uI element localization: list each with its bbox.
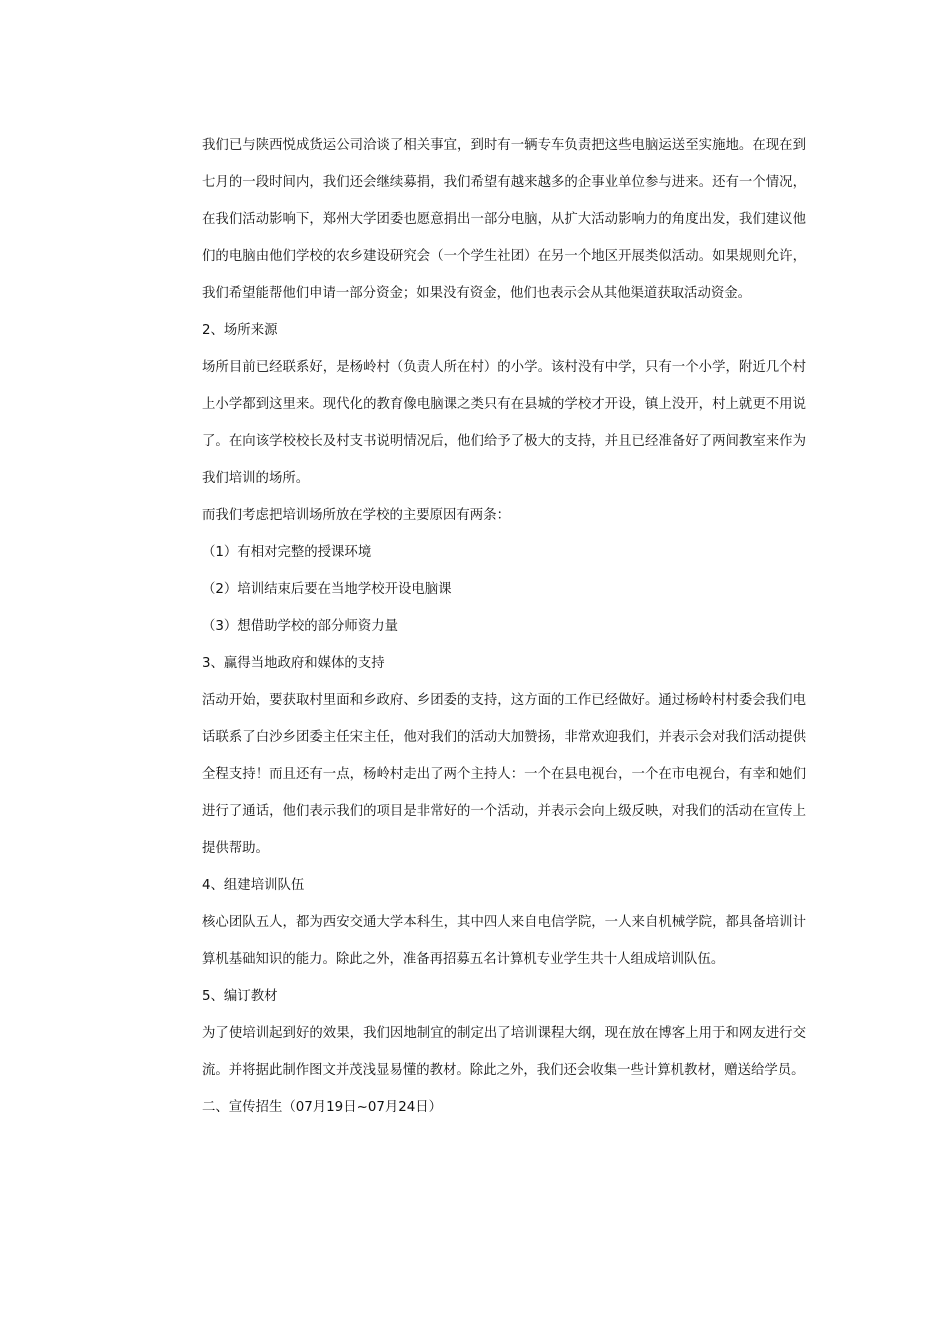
heading-government-media-support: 3、赢得当地政府和媒体的支持 (202, 656, 385, 671)
heading-publicity-enrollment: 二、宣传招生（07月19日~07月24日） (202, 1100, 443, 1115)
heading-training-team: 4、组建培训队伍 (202, 878, 305, 893)
list-item-reason-3: （3）想借助学校的部分师资力量 (202, 619, 398, 634)
paragraph-venue-reasons-intro: 而我们考虑把培训场所放在学校的主要原因有两条： (202, 508, 510, 523)
paragraph-transport-and-fundraising: 我们已与陕西悦成货运公司洽谈了相关事宜，到时有一辆专车负责把这些电脑运送至实施地。在现在到七月的一段时间内，我们还会继续募捐，我们希望有越来越多的企事业单位参与进来。还有一个情况，在我们活动影响下，郑州大学团委也愿意捐出一部分电脑，从扩大活动影响力的角度出发，我们建议他们的电脑由他们学校的农乡建设研究会（一个学生社团）在另一个地区开展类似活动。如果规则允许，我们希望能帮他们申请一部分资金；如果没有资金，他们也表示会从其他渠道获取活动资金。 (202, 138, 806, 301)
list-item-reason-2: （2）培训结束后要在当地学校开设电脑课 (202, 582, 452, 597)
heading-venue-source: 2、场所来源 (202, 323, 278, 338)
paragraph-training-team: 核心团队五人，都为西安交通大学本科生，其中四人来自电信学院，一人来自机械学院，都具备培训计算机基础知识的能力。除此之外，准备再招募五名计算机专业学生共十人组成培训队伍。 (202, 915, 806, 967)
paragraph-venue-details: 场所目前已经联系好，是杨岭村（负责人所在村）的小学。该村没有中学，只有一个小学，附近几个村上小学都到这里来。现代化的教育像电脑课之类只有在县城的学校才开设，镇上没开，村上就更不用说了。在向该学校校长及村支书说明情况后，他们给予了极大的支持，并且已经准备好了两间教室来作为我们培训的场所。 (202, 360, 806, 486)
document-body (202, 127, 806, 1126)
paragraph-government-media-support: 活动开始，要获取村里面和乡政府、乡团委的支持，这方面的工作已经做好。通过杨岭村村委会我们电话联系了白沙乡团委主任宋主任，他对我们的活动大加赞扬，非常欢迎我们，并表示会对我们活动提供全程支持！而且还有一点，杨岭村走出了两个主持人：一个在县电视台，一个在市电视台，有幸和她们进行了通话，他们表示我们的项目是非常好的一个活动，并表示会向上级反映，对我们的活动在宣传上提供帮助。 (202, 693, 806, 856)
paragraph-teaching-materials: 为了使培训起到好的效果，我们因地制宜的制定出了培训课程大纲，现在放在博客上用于和网友进行交流。并将据此制作图文并茂浅显易懂的教材。除此之外，我们还会收集一些计算机教材，赠送给学员。 (202, 1026, 806, 1078)
list-item-reason-1: （1）有相对完整的授课环境 (202, 545, 372, 560)
heading-teaching-materials: 5、编订教材 (202, 989, 278, 1004)
